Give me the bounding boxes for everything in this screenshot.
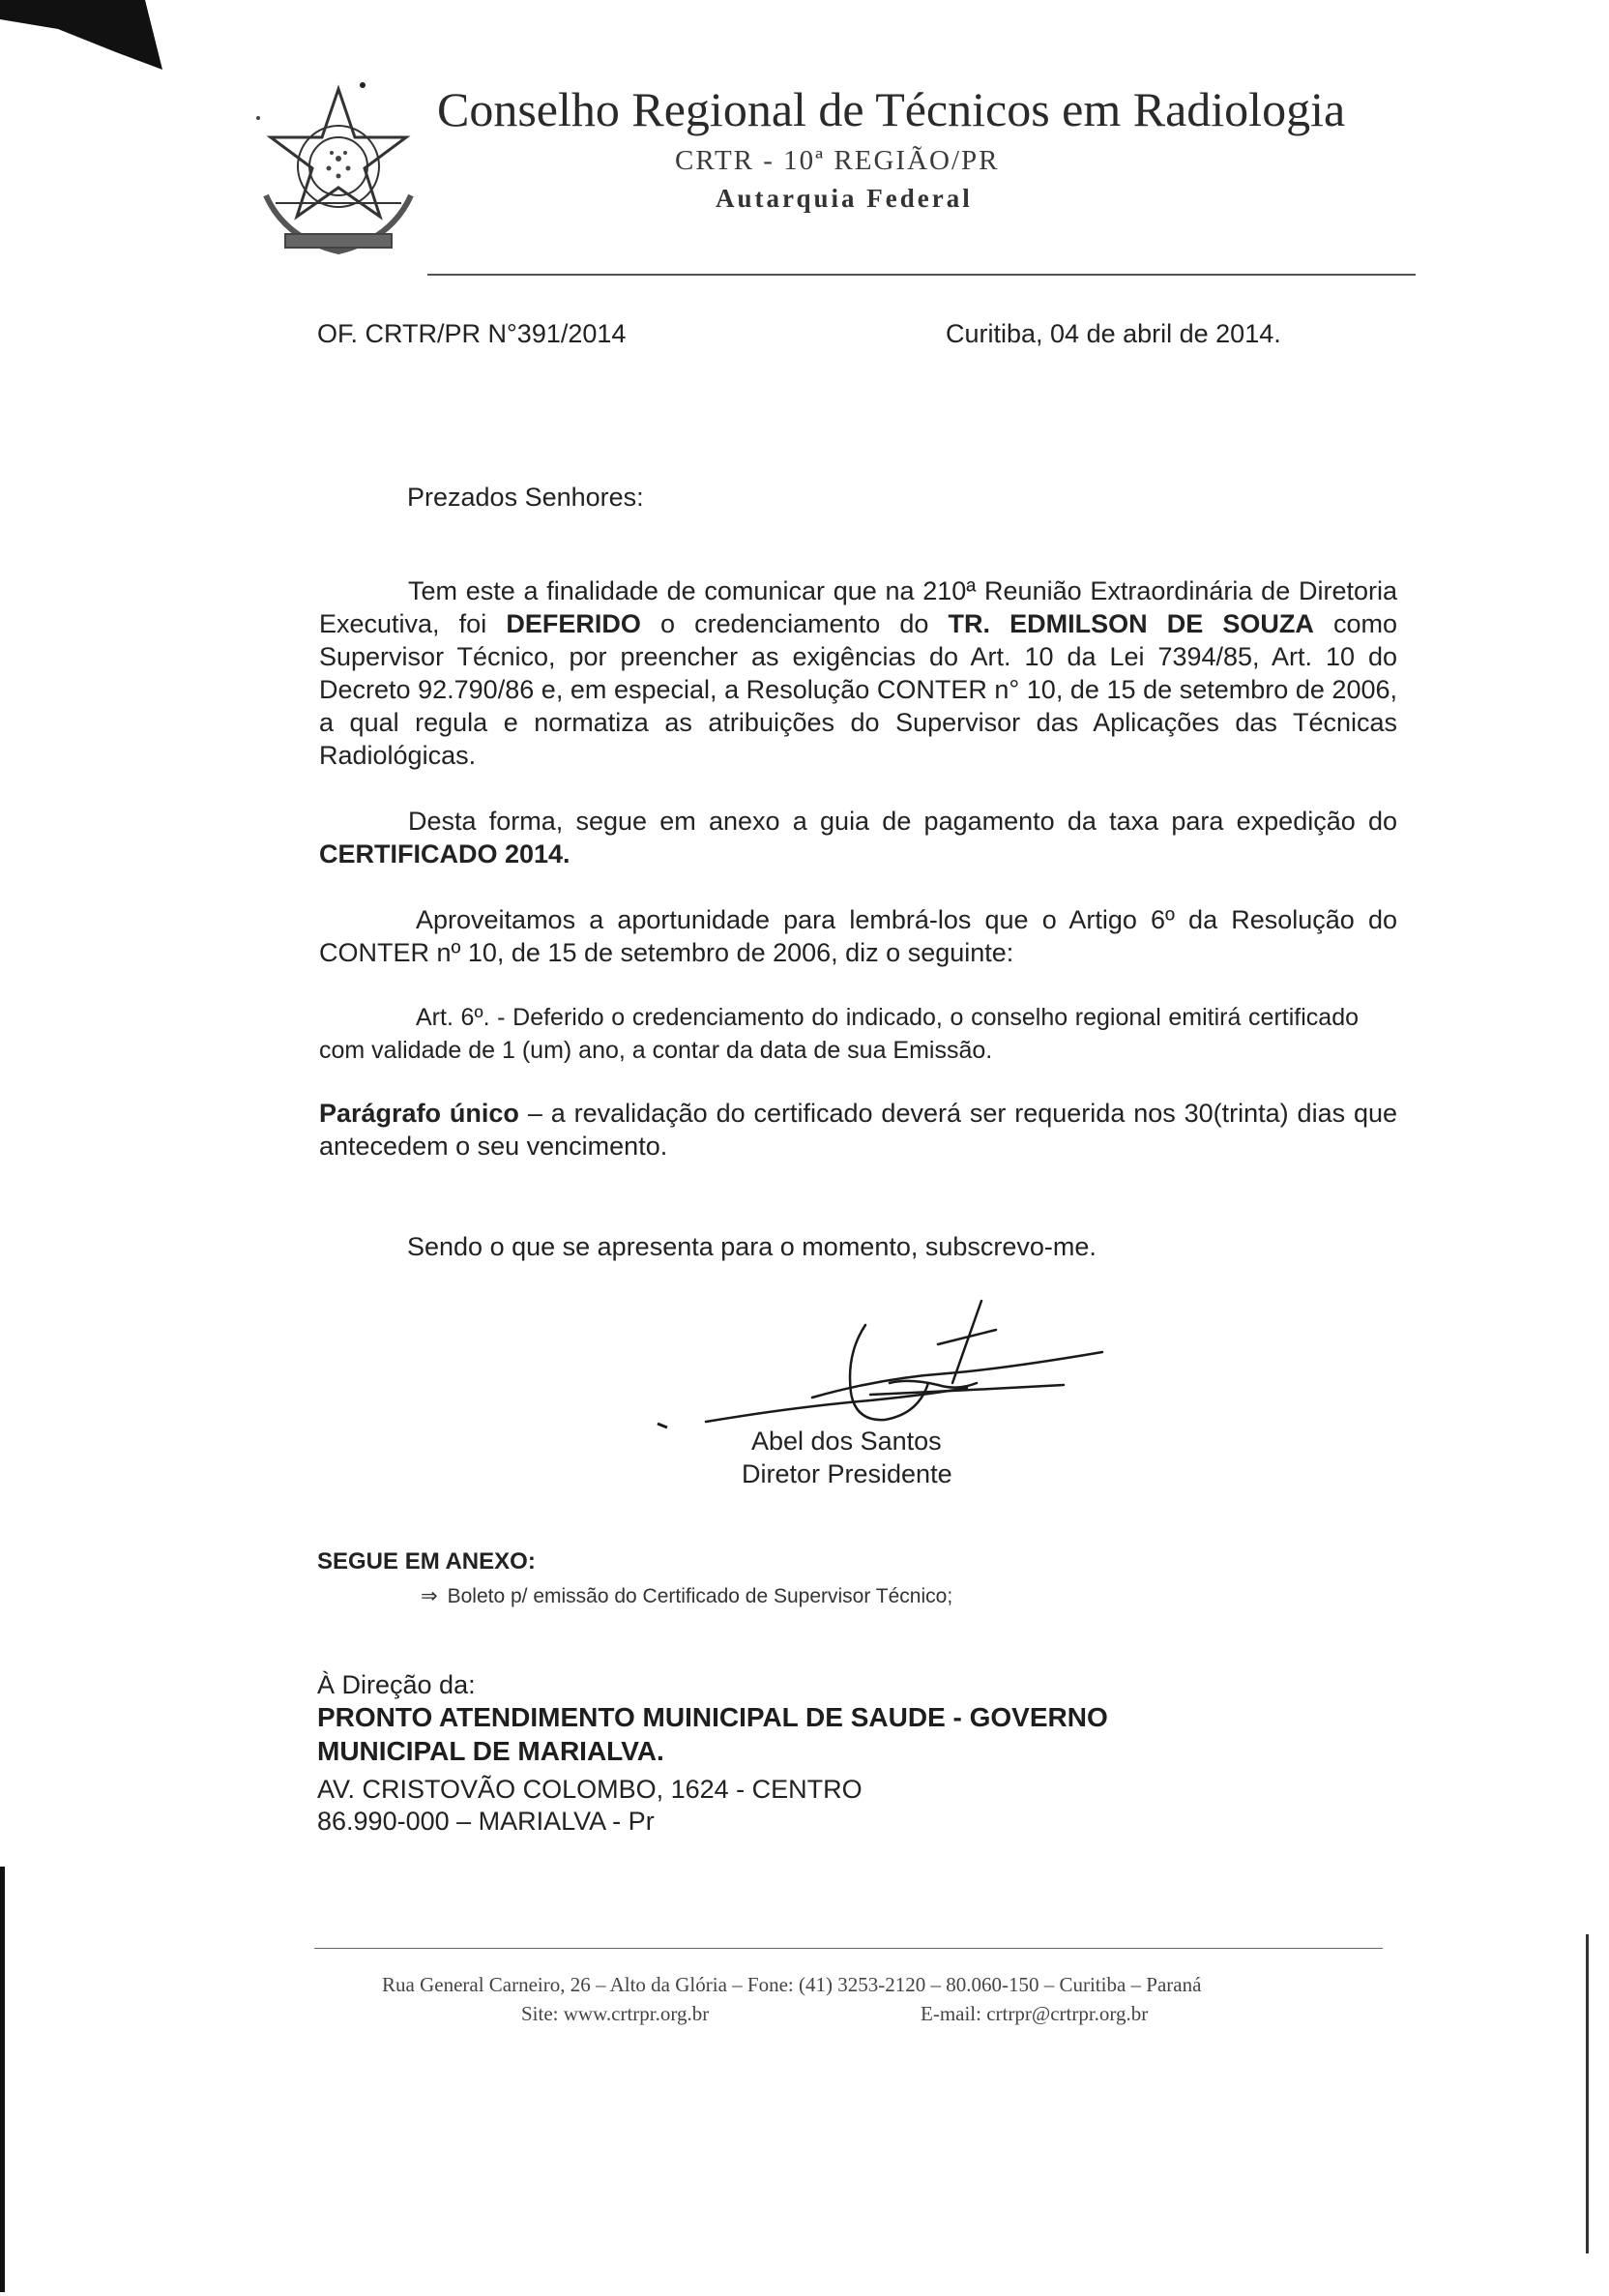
- p1-text-a: Tem este a finalidade de comunicar que na 210ª Reunião Extraordinária de Diretoria Executiva, foi: [319, 576, 1397, 638]
- technician-name: TR. EDMILSON DE SOUZA: [948, 609, 1314, 638]
- footer-site: Site: www.crtrpr.org.br: [521, 2002, 710, 2025]
- sole-paragraph: [319, 1097, 1397, 1163]
- salutation: Prezados Senhores:: [407, 483, 644, 512]
- paragraph-credentialing: [319, 574, 1397, 772]
- organization-name: Conselho Regional de Técnicos em Radiologia: [437, 82, 1346, 136]
- signatory-name: Abel dos Santos: [751, 1427, 942, 1456]
- closing-sentence: Sendo o que se apresenta para o momento, subscrevo-me.: [407, 1232, 1097, 1261]
- p1-text-d: como Supervisor Técnico, por preencher as exigências do Art. 10 da Lei 7394/85, Art. 10 do Decreto 92.790/86 e, em especial, a Resolução CONTER n° 10, de 15 de setembro de 2006, a qual regula e normatiza as atribuições do Supervisor das Aplicações das Técnicas Radiológicas.: [319, 609, 1398, 770]
- paragraph-reminder: Aproveitamos a aportunidade para lembrá-los que o Artigo 6º da Resolução do CONTER nº 10, de 15 de setembro de 2006, diz o seguinte:: [319, 905, 1397, 967]
- scan-edge-mark: [0, 1867, 5, 2292]
- handwritten-signature: [648, 1286, 1112, 1431]
- article-quote: Art. 6º. - Deferido o credenciamento do indicado, o conselho regional emitirá certificado com validade de 1 (um) ano, a contar da data de sua Emissão.: [319, 1004, 1359, 1064]
- organization-region: CRTR - 10ª REGIÃO/PR: [675, 145, 1000, 176]
- coat-of-arms-emblem: [247, 79, 430, 263]
- recipient-city: 86.990-000 – MARIALVA - Pr: [317, 1807, 655, 1836]
- footer-address: Rua General Carneiro, 26 – Alto da Glória – Fone: (41) 3253-2120 – 80.060-150 – Curitiba – Paraná: [382, 1973, 1202, 1996]
- document-date: Curitiba, 04 de abril de 2014.: [946, 319, 1281, 348]
- header-divider: [427, 274, 1416, 276]
- scan-edge-mark-right: [1586, 1934, 1589, 2253]
- signatory-title: Diretor Presidente: [742, 1459, 952, 1488]
- footer-divider: [314, 1948, 1383, 1949]
- annex-item: [421, 1584, 952, 1608]
- sole-paragraph-label: Parágrafo único: [319, 1099, 519, 1128]
- recipient-to: À Direção da:: [317, 1670, 476, 1699]
- annex-item-text: Boleto p/ emissão do Certificado de Supervisor Técnico;: [447, 1585, 953, 1607]
- p2-text-a: Desta forma, segue em anexo a guia de pagamento da taxa para expedição do: [408, 807, 1397, 836]
- recipient-address: AV. CRISTOVÃO COLOMBO, 1624 - CENTRO: [317, 1775, 863, 1804]
- sole-paragraph-text: – a revalidação do certificado deverá ser requerida nos 30(trinta) dias que antecedem o seu vencimento.: [319, 1099, 1398, 1161]
- footer-email: E-mail: crtrpr@crtrpr.org.br: [921, 2002, 1149, 2025]
- arrow-icon: ⇒: [421, 1585, 438, 1607]
- document-number: OF. CRTR/PR N°391/2014: [317, 319, 627, 348]
- p1-text-c: o credenciamento do: [640, 609, 949, 638]
- recipient-org-line2: MUNICIPAL DE MARIALVA.: [317, 1736, 664, 1766]
- organization-type: Autarquia Federal: [716, 184, 973, 213]
- annex-heading: SEGUE EM ANEXO:: [317, 1548, 536, 1575]
- recipient-org-line1: PRONTO ATENDIMENTO MUINICIPAL DE SAUDE - GOVERNO: [317, 1702, 1108, 1732]
- deferred-status: DEFERIDO: [506, 609, 641, 638]
- certificate-label: CERTIFICADO 2014.: [319, 839, 570, 868]
- paragraph-payment: [319, 805, 1397, 870]
- scan-corner-mark: [0, 0, 174, 77]
